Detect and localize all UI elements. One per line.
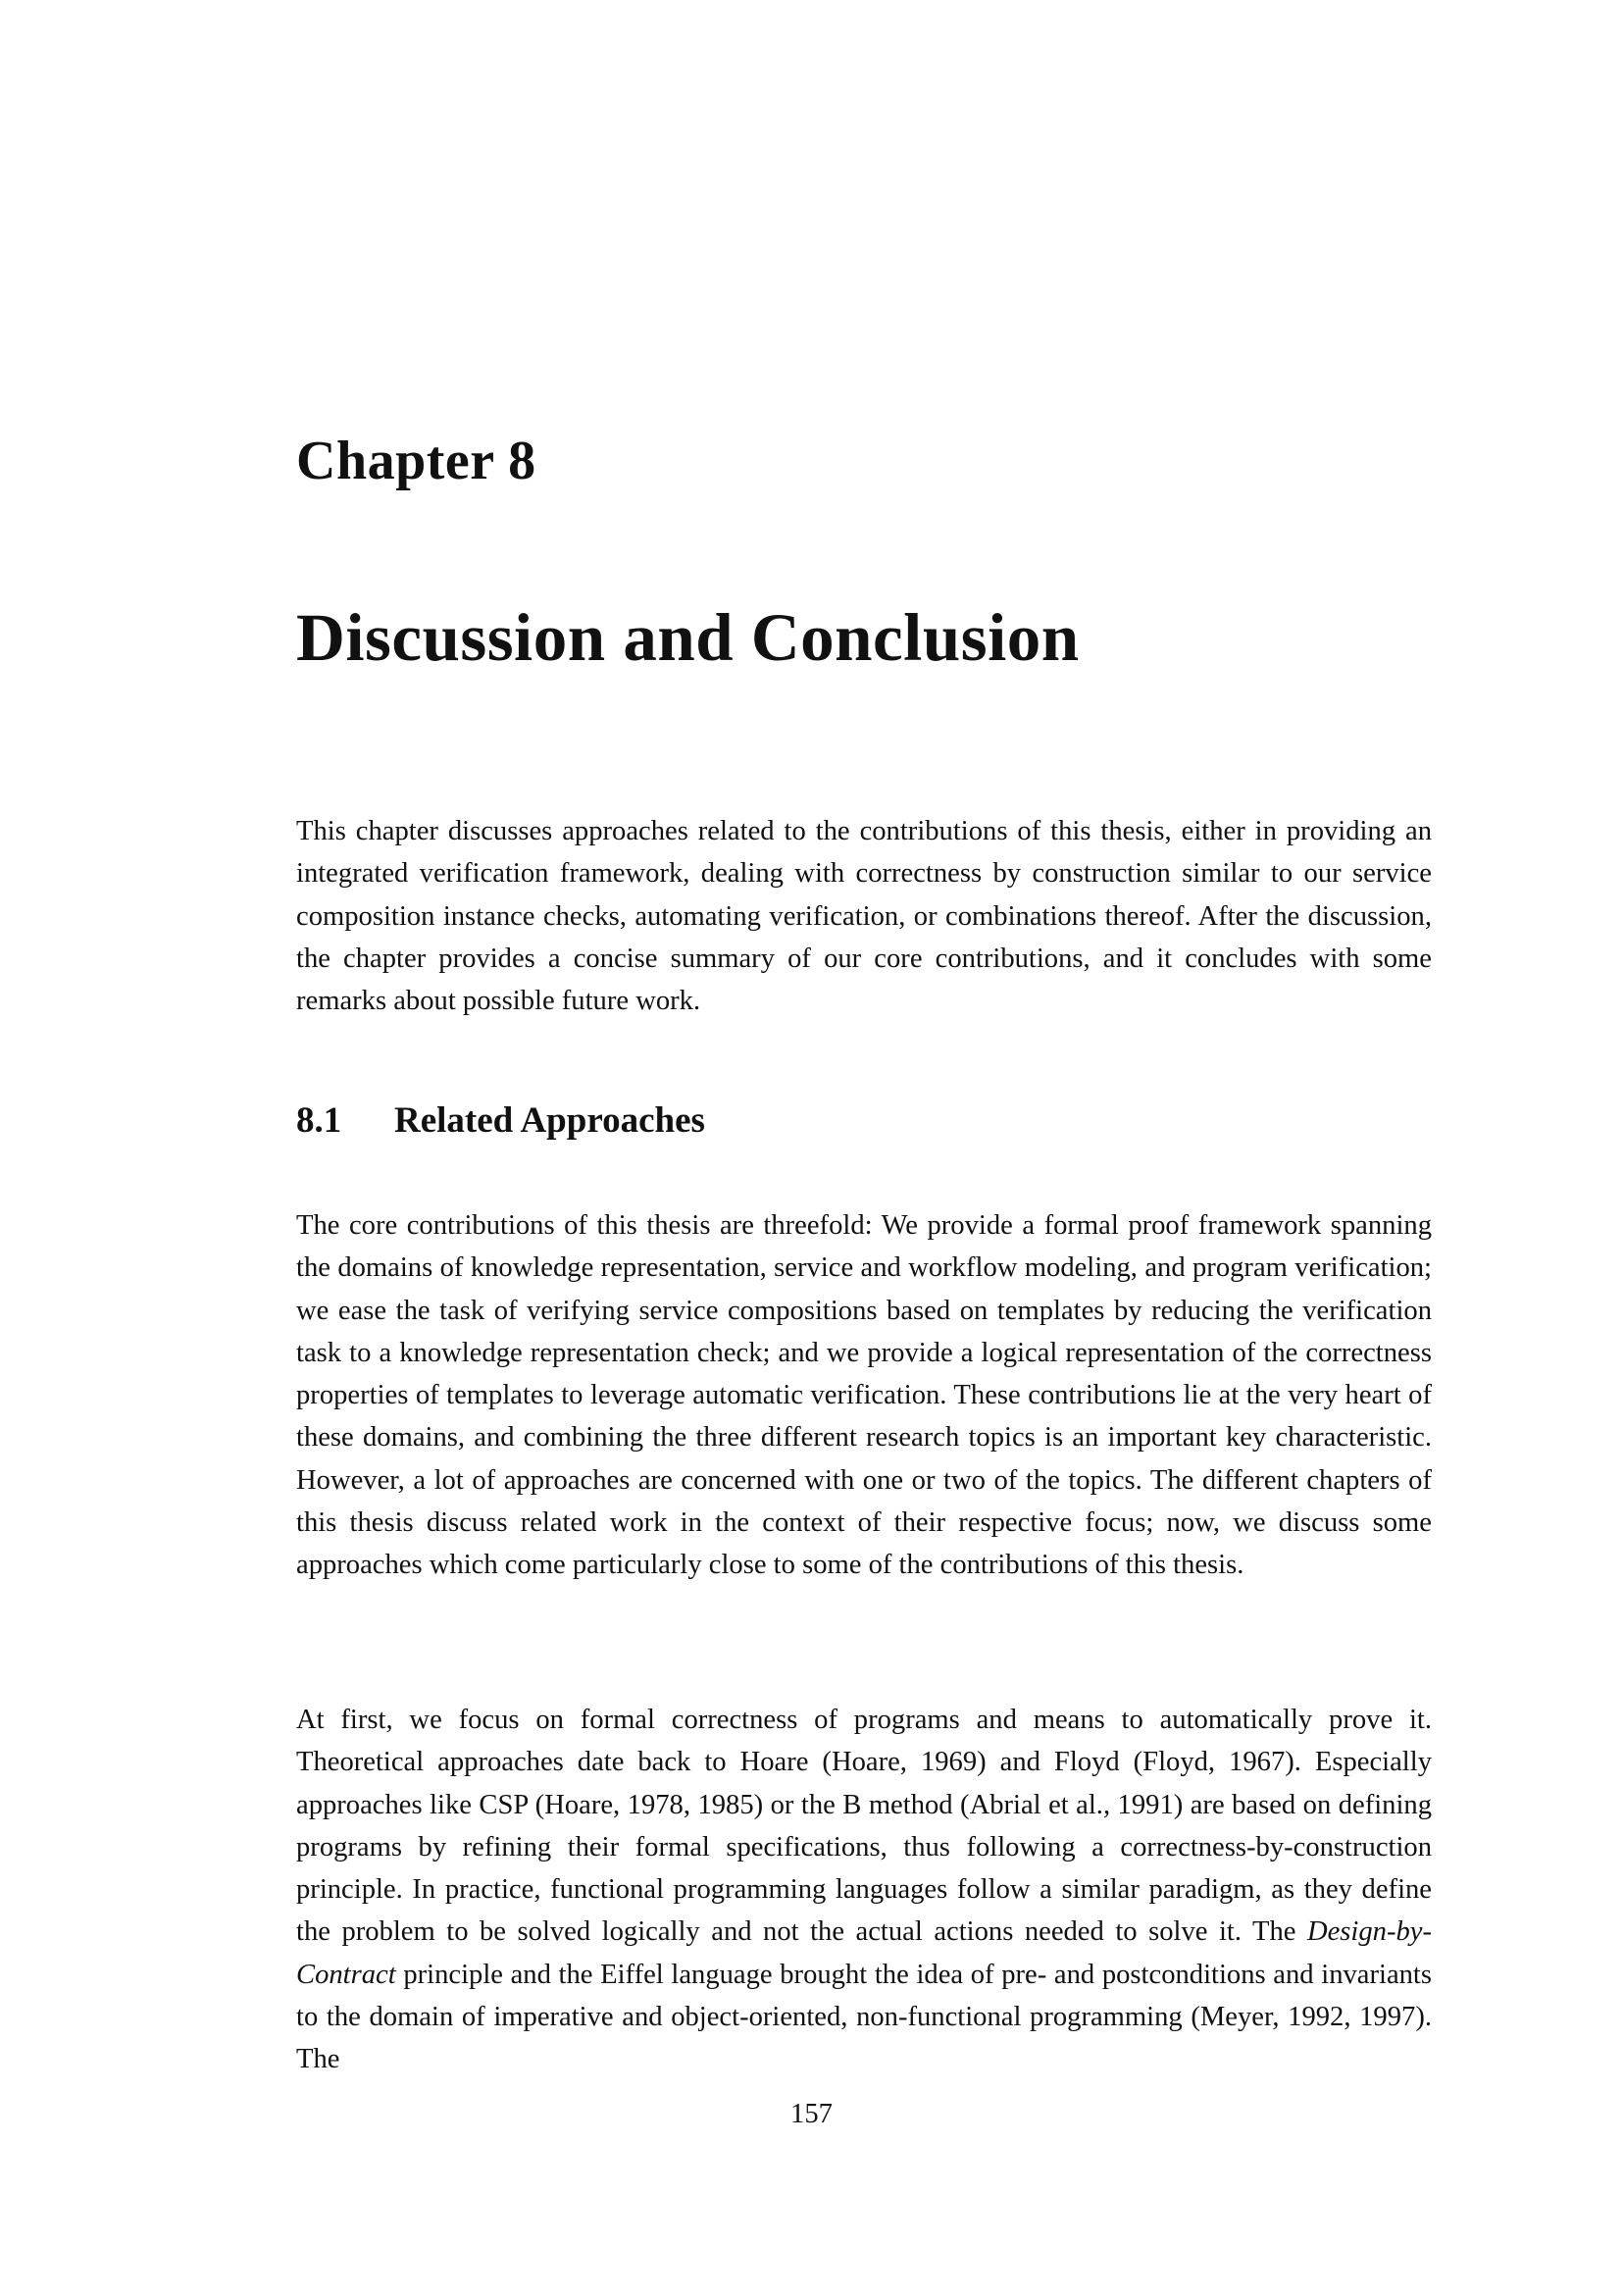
chapter-title: Discussion and Conclusion: [296, 600, 1080, 675]
body-paragraph-1: The core contributions of this thesis are threefold: We provide a formal proof framework spanning the domains of knowledge representation, service and workflow modeling, and program verification; we ease the task of verifying service compositions based on templates by reducing the verification task to a knowledge representation check; and we provide a logical representation of the correctness properties of templates to leverage automatic verification. These contributions lie at the very heart of these domains, and combining the three different research topics is an important key characteristic. However, a lot of approaches are concerned with one or two of the topics. The different chapters of this thesis discuss related work in the context of their respective focus; now, we discuss some approaches which come particularly close to some of the contributions of this thesis.: [296, 1210, 1432, 1581]
section-heading: [296, 1102, 705, 1139]
paragraph-2-text-end: principle and the Eiffel language brought the idea of pre- and postconditions and invariants to the domain of imperative and object-oriented, non-functional programming (Meyer, 1992, 1997). The: [296, 1959, 1432, 2075]
body-paragraph-2: [296, 1699, 1432, 2081]
chapter-label: Chapter 8: [296, 431, 536, 491]
page-number: 157: [790, 2099, 833, 2129]
paragraph-2-text-start: At first, we focus on formal correctness of programs and means to automatically prove it. Theoretical approaches date back to Hoare (Hoare, 1969) and Floyd (Floyd, 1967). Especially approaches like CSP (Hoare, 1978, 1985) or the B method (Abrial et al., 1991) are based on defining programs by refining their formal specifications, thus following a correctness-by-construction principle. In practice, functional programming languages follow a similar paradigm, as they define the problem to be solved logically and not the actual actions needed to solve it. The: [296, 1705, 1432, 1948]
intro-paragraph: This chapter discusses approaches related to the contributions of this thesis, either in providing an integrated verification framework, dealing with correctness by construction similar to our service composition instance checks, automating verification, or combinations thereof. After the discussion, the chapter provides a concise summary of our core contributions, and it concludes with some remarks about possible future work.: [296, 816, 1432, 1017]
paragraph-2-emphasis: Design-by-Contract: [296, 1916, 1432, 1990]
section-number: 8.1: [296, 1100, 342, 1141]
section-title: Related Approaches: [394, 1100, 705, 1141]
